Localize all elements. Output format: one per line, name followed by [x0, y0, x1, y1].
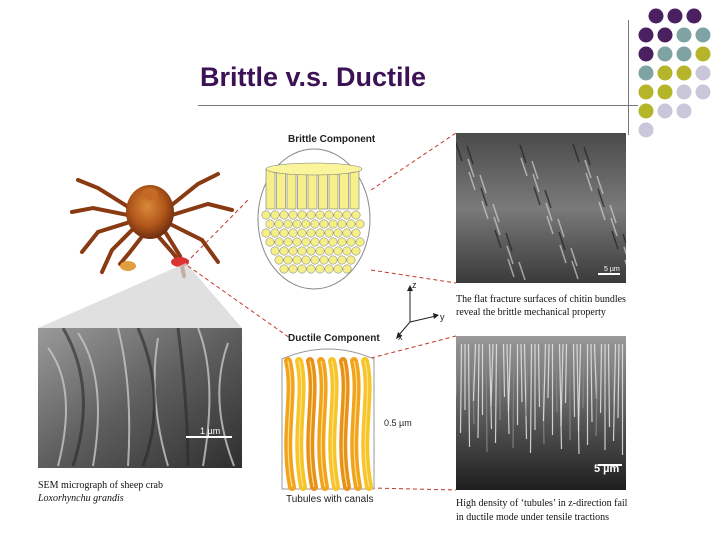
- brittle-component-label: Brittle Component: [288, 134, 376, 145]
- brittle-fiber-end: [334, 229, 342, 237]
- scale-5um-top-label: 5 µm: [604, 266, 620, 273]
- brittle-column: [287, 169, 296, 209]
- brittle-column: [329, 169, 338, 209]
- brittle-fiber-end: [280, 265, 288, 273]
- caption-ductile-line1: High density of ‘tubules’ in z-direction fail: [456, 498, 628, 509]
- brittle-fiber-end: [284, 220, 292, 228]
- brittle-fiber-end: [275, 220, 283, 228]
- brittle-fiber-end: [298, 265, 306, 273]
- brittle-fiber-end: [329, 256, 337, 264]
- brittle-fiber-end: [302, 256, 310, 264]
- brittle-fiber-end: [280, 211, 288, 219]
- caption-ductile: [456, 497, 627, 525]
- brittle-fiber-end: [311, 238, 319, 246]
- brittle-fiber-end: [271, 247, 279, 255]
- brittle-fiber-end: [293, 256, 301, 264]
- caption-ductile-line2: in ductile mode under tensile tractions: [456, 512, 610, 523]
- caption-brittle-line1: The flat fracture surfaces of chitin bundles: [456, 294, 626, 305]
- brittle-fiber-end: [347, 256, 355, 264]
- brittle-fiber-end: [298, 229, 306, 237]
- ductile-component-diagram: [280, 345, 376, 491]
- brittle-fiber-end: [334, 265, 342, 273]
- brittle-fiber-end: [284, 238, 292, 246]
- brittle-fiber-end: [325, 247, 333, 255]
- brittle-column: [350, 169, 359, 209]
- brittle-fiber-end: [266, 238, 274, 246]
- brittle-fiber-end: [320, 238, 328, 246]
- brittle-fiber-end: [307, 265, 315, 273]
- brittle-fiber-end: [298, 247, 306, 255]
- brittle-fiber-end: [334, 247, 342, 255]
- brittle-fiber-end: [343, 211, 351, 219]
- caption-sem-line1: SEM micrograph of sheep crab: [38, 480, 163, 491]
- sem-micrograph-left: [38, 328, 242, 468]
- axis-y-label: y: [440, 312, 445, 322]
- ductile-component-label: Ductile Component: [288, 333, 380, 344]
- caption-sem: [38, 479, 163, 505]
- brittle-fiber-end: [352, 211, 360, 219]
- scale-5um-bottom-label: 5 µm: [594, 463, 620, 475]
- brittle-fiber-end: [316, 211, 324, 219]
- brittle-fiber-end: [275, 256, 283, 264]
- brittle-fiber-end: [284, 256, 292, 264]
- brittle-fiber-end: [271, 211, 279, 219]
- brittle-fiber-end: [298, 211, 306, 219]
- brittle-fiber-end: [289, 247, 297, 255]
- brittle-fiber-end: [320, 220, 328, 228]
- brittle-fiber-end: [280, 229, 288, 237]
- brittle-fiber-end: [343, 265, 351, 273]
- brittle-fiber-end: [262, 211, 270, 219]
- caption-sem-line2: Loxorhynchu grandis: [38, 493, 124, 504]
- brittle-fiber-end: [289, 229, 297, 237]
- brittle-fiber-end: [325, 229, 333, 237]
- brittle-fiber-end: [271, 229, 279, 237]
- sem-micrograph-brittle: [456, 133, 626, 283]
- brittle-fiber-end: [289, 211, 297, 219]
- brittle-fiber-end: [307, 229, 315, 237]
- slide-title: Brittle v.s. Ductile: [200, 62, 427, 92]
- brittle-fiber-end: [316, 229, 324, 237]
- brittle-column: [340, 169, 349, 209]
- caption-brittle: [456, 293, 626, 319]
- brittle-fiber-end: [316, 247, 324, 255]
- brittle-fiber-end: [293, 238, 301, 246]
- brittle-component-diagram: [256, 147, 372, 292]
- axis-x-label: x: [398, 332, 403, 342]
- brittle-fiber-end: [316, 265, 324, 273]
- brittle-fiber-end: [343, 247, 351, 255]
- brittle-fiber-end: [262, 229, 270, 237]
- brittle-fiber-end: [325, 211, 333, 219]
- brittle-fiber-end: [280, 247, 288, 255]
- brittle-fiber-end: [334, 211, 342, 219]
- brittle-column: [266, 169, 275, 209]
- scale-bar-1um-label: 1 µm: [200, 426, 221, 436]
- brittle-fiber-end: [320, 256, 328, 264]
- brittle-fiber-end: [338, 220, 346, 228]
- brittle-fiber-end: [356, 220, 364, 228]
- brittle-fiber-end: [311, 220, 319, 228]
- caption-brittle-line2: reveal the brittle mechanical property: [456, 307, 606, 318]
- brittle-fiber-end: [302, 238, 310, 246]
- brittle-fiber-end: [347, 238, 355, 246]
- axis-z-label: z: [412, 280, 417, 290]
- brittle-fiber-end: [325, 265, 333, 273]
- brittle-fiber-end: [338, 238, 346, 246]
- brittle-fiber-end: [266, 220, 274, 228]
- brittle-fiber-end: [347, 220, 355, 228]
- brittle-fiber-end: [329, 238, 337, 246]
- brittle-fiber-end: [329, 220, 337, 228]
- brittle-column: [277, 169, 286, 209]
- brittle-fiber-end: [311, 256, 319, 264]
- brittle-fiber-end: [343, 229, 351, 237]
- tubules-with-canals-label: Tubules with canals: [286, 494, 374, 505]
- scale-05um-label: 0.5 µm: [384, 418, 412, 428]
- brittle-fiber-end: [302, 220, 310, 228]
- brittle-fiber-end: [307, 211, 315, 219]
- brittle-fiber-end: [352, 229, 360, 237]
- brittle-fiber-end: [356, 238, 364, 246]
- brittle-fiber-end: [289, 265, 297, 273]
- brittle-fiber-end: [307, 247, 315, 255]
- brittle-fiber-end: [275, 238, 283, 246]
- brittle-fiber-end: [293, 220, 301, 228]
- brittle-fiber-end: [338, 256, 346, 264]
- brittle-fiber-end: [352, 247, 360, 255]
